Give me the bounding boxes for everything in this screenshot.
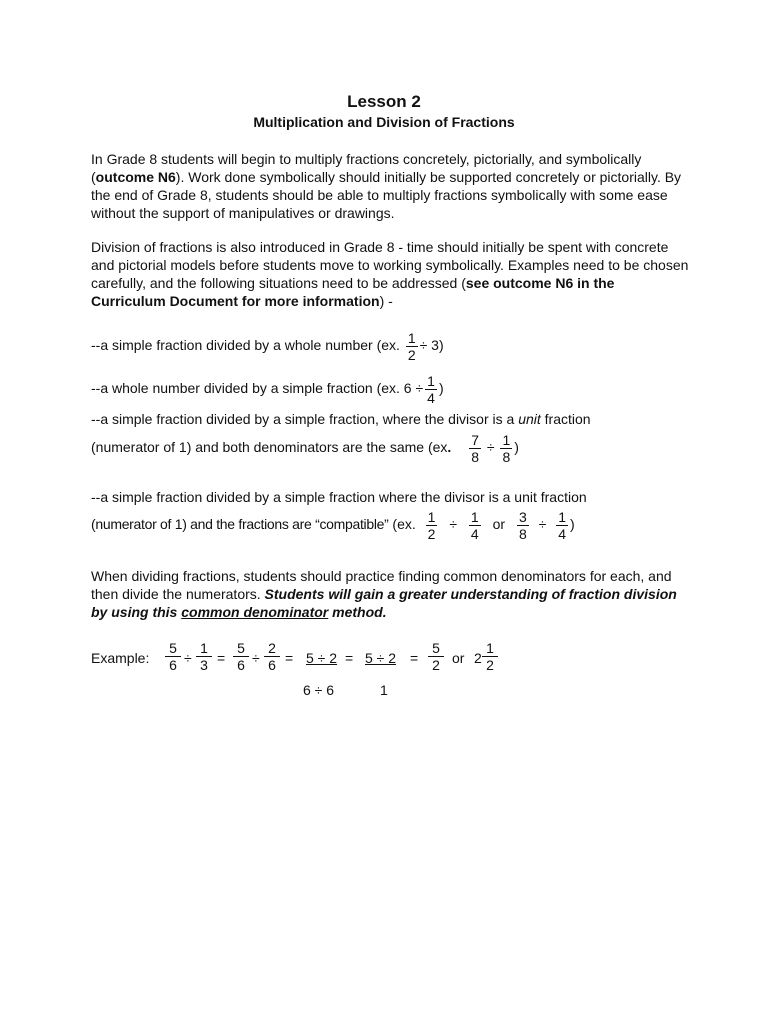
situation-2-tail: ) [438, 380, 444, 397]
situation-3-line-1 [91, 411, 591, 427]
para3-bold-underline: common denominator [181, 604, 329, 620]
divide-sign: ÷ [252, 650, 260, 666]
divide-sign: ÷ [486, 439, 495, 456]
or-word: or [492, 516, 506, 533]
numerator: 7 [471, 432, 479, 448]
fraction [406, 330, 418, 363]
situation-3-close: ) [514, 439, 519, 456]
situation-4-text: (numerator of 1) and the fractions are “compatible” [91, 516, 389, 533]
method-paragraph [91, 567, 691, 621]
numerator: 2 [264, 640, 280, 657]
situation-3-line-2 [91, 432, 519, 465]
numerator: 5 [165, 640, 181, 657]
numerator: 1 [482, 640, 498, 657]
denominator: 8 [502, 449, 511, 465]
para1-text-1: In Grade 8 students will begin to multiply fractions concretely, pictorially, and symbolically ( [91, 151, 642, 185]
or-word: or [452, 650, 465, 666]
step-1-numerator: 5 ÷ 2 [306, 650, 338, 666]
unit-emphasis: unit [518, 411, 541, 427]
mixed-whole: 2 [474, 650, 482, 666]
equals-sign: = [410, 650, 419, 666]
fraction [517, 509, 529, 542]
numerator: 1 [427, 373, 435, 389]
situation-1-text: --a simple fraction divided by a whole number (ex. [91, 337, 404, 354]
para1-bold-outcome: outcome N6 [95, 169, 176, 185]
denominator: 2 [427, 526, 436, 542]
step-2-numerator: 5 ÷ 2 [365, 650, 397, 666]
fraction [196, 640, 212, 673]
fraction [264, 640, 280, 673]
equals-sign: = [285, 650, 294, 666]
denominator: 8 [518, 526, 527, 542]
divide-sign: ÷ [449, 516, 458, 533]
fraction [165, 640, 181, 673]
numerator: 1 [558, 509, 566, 525]
denominator: 6 [169, 657, 177, 673]
fraction [233, 640, 249, 673]
example-label: Example: [91, 650, 150, 666]
numerator: 5 [428, 640, 444, 657]
situation-3-dot: . [447, 439, 452, 456]
numerator: 1 [427, 509, 436, 525]
para3-bold-2: method. [328, 604, 387, 620]
denominator: 2 [432, 657, 440, 673]
situation-3-text-2: (numerator of 1) and both denominators are the same (ex [91, 439, 448, 456]
numerator: 1 [502, 432, 511, 448]
page-title: Lesson 2 [347, 92, 421, 111]
situation-2-text: --a whole number divided by a simple fraction (ex. 6 ÷ [91, 380, 424, 397]
fraction [556, 509, 568, 542]
division-paragraph [91, 238, 691, 310]
denominator: 2 [486, 657, 494, 673]
para2-text-2: ) - [379, 293, 393, 309]
situation-3-text: --a simple fraction divided by a simple fraction, where the divisor is a [91, 411, 519, 427]
para2-bold-reference: see outcome N6 in the Curriculum Document for more information [91, 275, 615, 309]
fraction [426, 509, 438, 542]
fraction [469, 509, 481, 542]
situation-4-line-2 [91, 509, 575, 542]
para2-text-1: Division of fractions is also introduced in Grade 8 - time should initially be spent with concrete and pictorial models before students move to working symbolically. Examples need to be chosen carefully, and the following situations need to be addressed ( [91, 239, 689, 291]
denominator: 6 [268, 657, 276, 673]
equals-sign: = [345, 650, 354, 666]
denominator: 6 [237, 657, 245, 673]
divide-sign: ÷ [538, 516, 547, 533]
fraction [425, 373, 437, 406]
denominator: 4 [470, 526, 479, 542]
situation-2 [91, 373, 444, 406]
situation-4-ex: (ex. [388, 516, 416, 533]
numerator: 3 [518, 509, 527, 525]
numerator: 1 [470, 509, 479, 525]
numerator: 5 [233, 640, 249, 657]
fraction [482, 640, 498, 673]
denominator: 3 [200, 657, 208, 673]
intro-paragraph [91, 150, 691, 222]
situation-1-tail: ÷ 3) [419, 337, 444, 354]
situation-3-tail: fraction [540, 411, 591, 427]
numerator: 1 [196, 640, 212, 657]
fraction [428, 640, 444, 673]
fraction [469, 432, 481, 465]
denominator: 4 [427, 390, 435, 406]
para3-bold-1: Students will gain a greater understanding of fraction division by using this [91, 586, 677, 620]
equals-sign: = [217, 650, 226, 666]
denominator: 4 [558, 526, 566, 542]
denominator: 2 [407, 347, 416, 363]
denominator: 8 [471, 449, 479, 465]
situation-4-line-1: --a simple fraction divided by a simple fraction where the divisor is a unit fraction [91, 489, 587, 505]
para1-text-2: ). Work done symbolically should initially be supported concretely or pictorially. By the end of Grade 8, students should be able to multiply fractions symbolically with some ease without the support of manipulatives or drawings. [91, 169, 682, 221]
numerator: 1 [407, 330, 416, 346]
page-subtitle: Multiplication and Division of Fractions [253, 114, 515, 130]
fraction [500, 432, 512, 465]
step-2-denominator: 1 [380, 682, 388, 698]
para3-text: When dividing fractions, students should practice finding common denominators for each, and then divide the numerators. [91, 568, 672, 602]
step-1-denominator: 6 ÷ 6 [303, 682, 335, 698]
situation-4-close: ) [570, 516, 575, 533]
situation-1 [91, 330, 444, 363]
divide-sign: ÷ [184, 650, 192, 666]
